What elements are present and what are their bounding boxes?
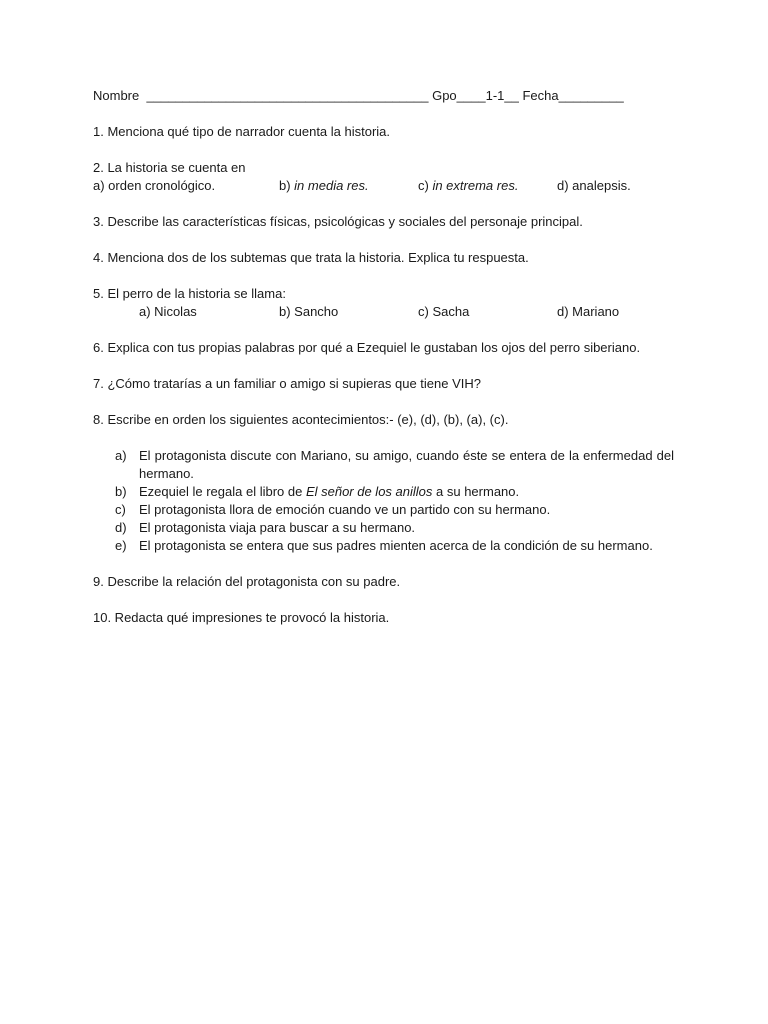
event-text: El protagonista viaja para buscar a su hermano. [139, 520, 416, 535]
event-text: El protagonista llora de emoción cuando ve un partido con su hermano. [139, 502, 551, 517]
question-6: 6. Explica con tus propias palabras por qué a Ezequiel le gustaban los ojos del perro siberiano. [93, 340, 641, 355]
gpo-blank-after: __ [504, 88, 519, 103]
gpo-value: 1-1 [485, 88, 505, 103]
event-item-b [93, 483, 674, 501]
option-b-prefix: b) [279, 178, 295, 193]
question-5-options [93, 303, 674, 321]
question-5-stem: 5. El perro de la historia se llama: [93, 286, 286, 301]
question-7: 7. ¿Cómo tratarías a un familiar o amigo si supieras que tiene VIH? [93, 376, 482, 391]
option-d: d) analepsis. [557, 178, 631, 193]
event-item-d [93, 519, 674, 537]
event-text: El protagonista discute con Mariano, su amigo, cuando éste se entera de la enfermedad del hermano. [139, 448, 674, 481]
question-1: 1. Menciona qué tipo de narrador cuenta la historia. [93, 124, 391, 139]
event-marker: d) [115, 520, 127, 535]
events-list [93, 447, 674, 555]
event-text-after: a su hermano. [432, 484, 520, 499]
book-title: El señor de los anillos [305, 484, 433, 499]
event-item-a [93, 447, 674, 483]
question-9: 9. Describe la relación del protagonista con su padre. [93, 574, 401, 589]
question-8 [93, 411, 674, 555]
option-c-prefix: c) [418, 178, 433, 193]
option-d: d) Mariano [557, 304, 620, 319]
event-text: El protagonista se entera que sus padres mienten acerca de la condición de su hermano. [139, 538, 653, 553]
gpo-label: Gpo [432, 88, 457, 103]
nombre-label: Nombre [93, 88, 140, 103]
header-line [93, 87, 674, 105]
option-b: b) Sancho [279, 304, 339, 319]
event-marker: e) [115, 538, 127, 553]
event-marker: b) [115, 484, 127, 499]
option-b-italic: in media res. [294, 178, 369, 193]
event-marker: c) [115, 502, 126, 517]
option-a: a) Nicolas [139, 304, 197, 319]
event-text [139, 484, 519, 499]
question-2-options [93, 177, 674, 195]
event-item-c [93, 501, 674, 519]
question-4: 4. Menciona dos de los subtemas que trata la historia. Explica tu respuesta. [93, 250, 529, 265]
nombre-blank: _______________________________________ [146, 88, 429, 103]
question-3: 3. Describe las características físicas, psicológicas y sociales del personaje principal. [93, 214, 583, 229]
question-5 [93, 285, 674, 321]
event-text-before: Ezequiel le regala el libro de [139, 484, 306, 499]
option-b [279, 177, 369, 195]
question-8-stem: 8. Escribe en orden los siguientes acontecimientos:- (e), (d), (b), (a), (c). [93, 412, 509, 427]
option-c [418, 177, 518, 195]
question-2-stem: 2. La historia se cuenta en [93, 160, 246, 175]
event-item-e [93, 537, 674, 555]
question-10: 10. Redacta qué impresiones te provocó la historia. [93, 610, 390, 625]
fecha-label: Fecha [522, 88, 559, 103]
option-c: c) Sacha [418, 304, 470, 319]
option-a: a) orden cronológico. [93, 178, 216, 193]
option-c-italic: in extrema res. [432, 178, 519, 193]
gpo-blank-before: ____ [456, 88, 486, 103]
event-marker: a) [115, 448, 127, 463]
fecha-blank: _________ [558, 88, 624, 103]
worksheet [93, 87, 674, 645]
question-2 [93, 159, 674, 195]
